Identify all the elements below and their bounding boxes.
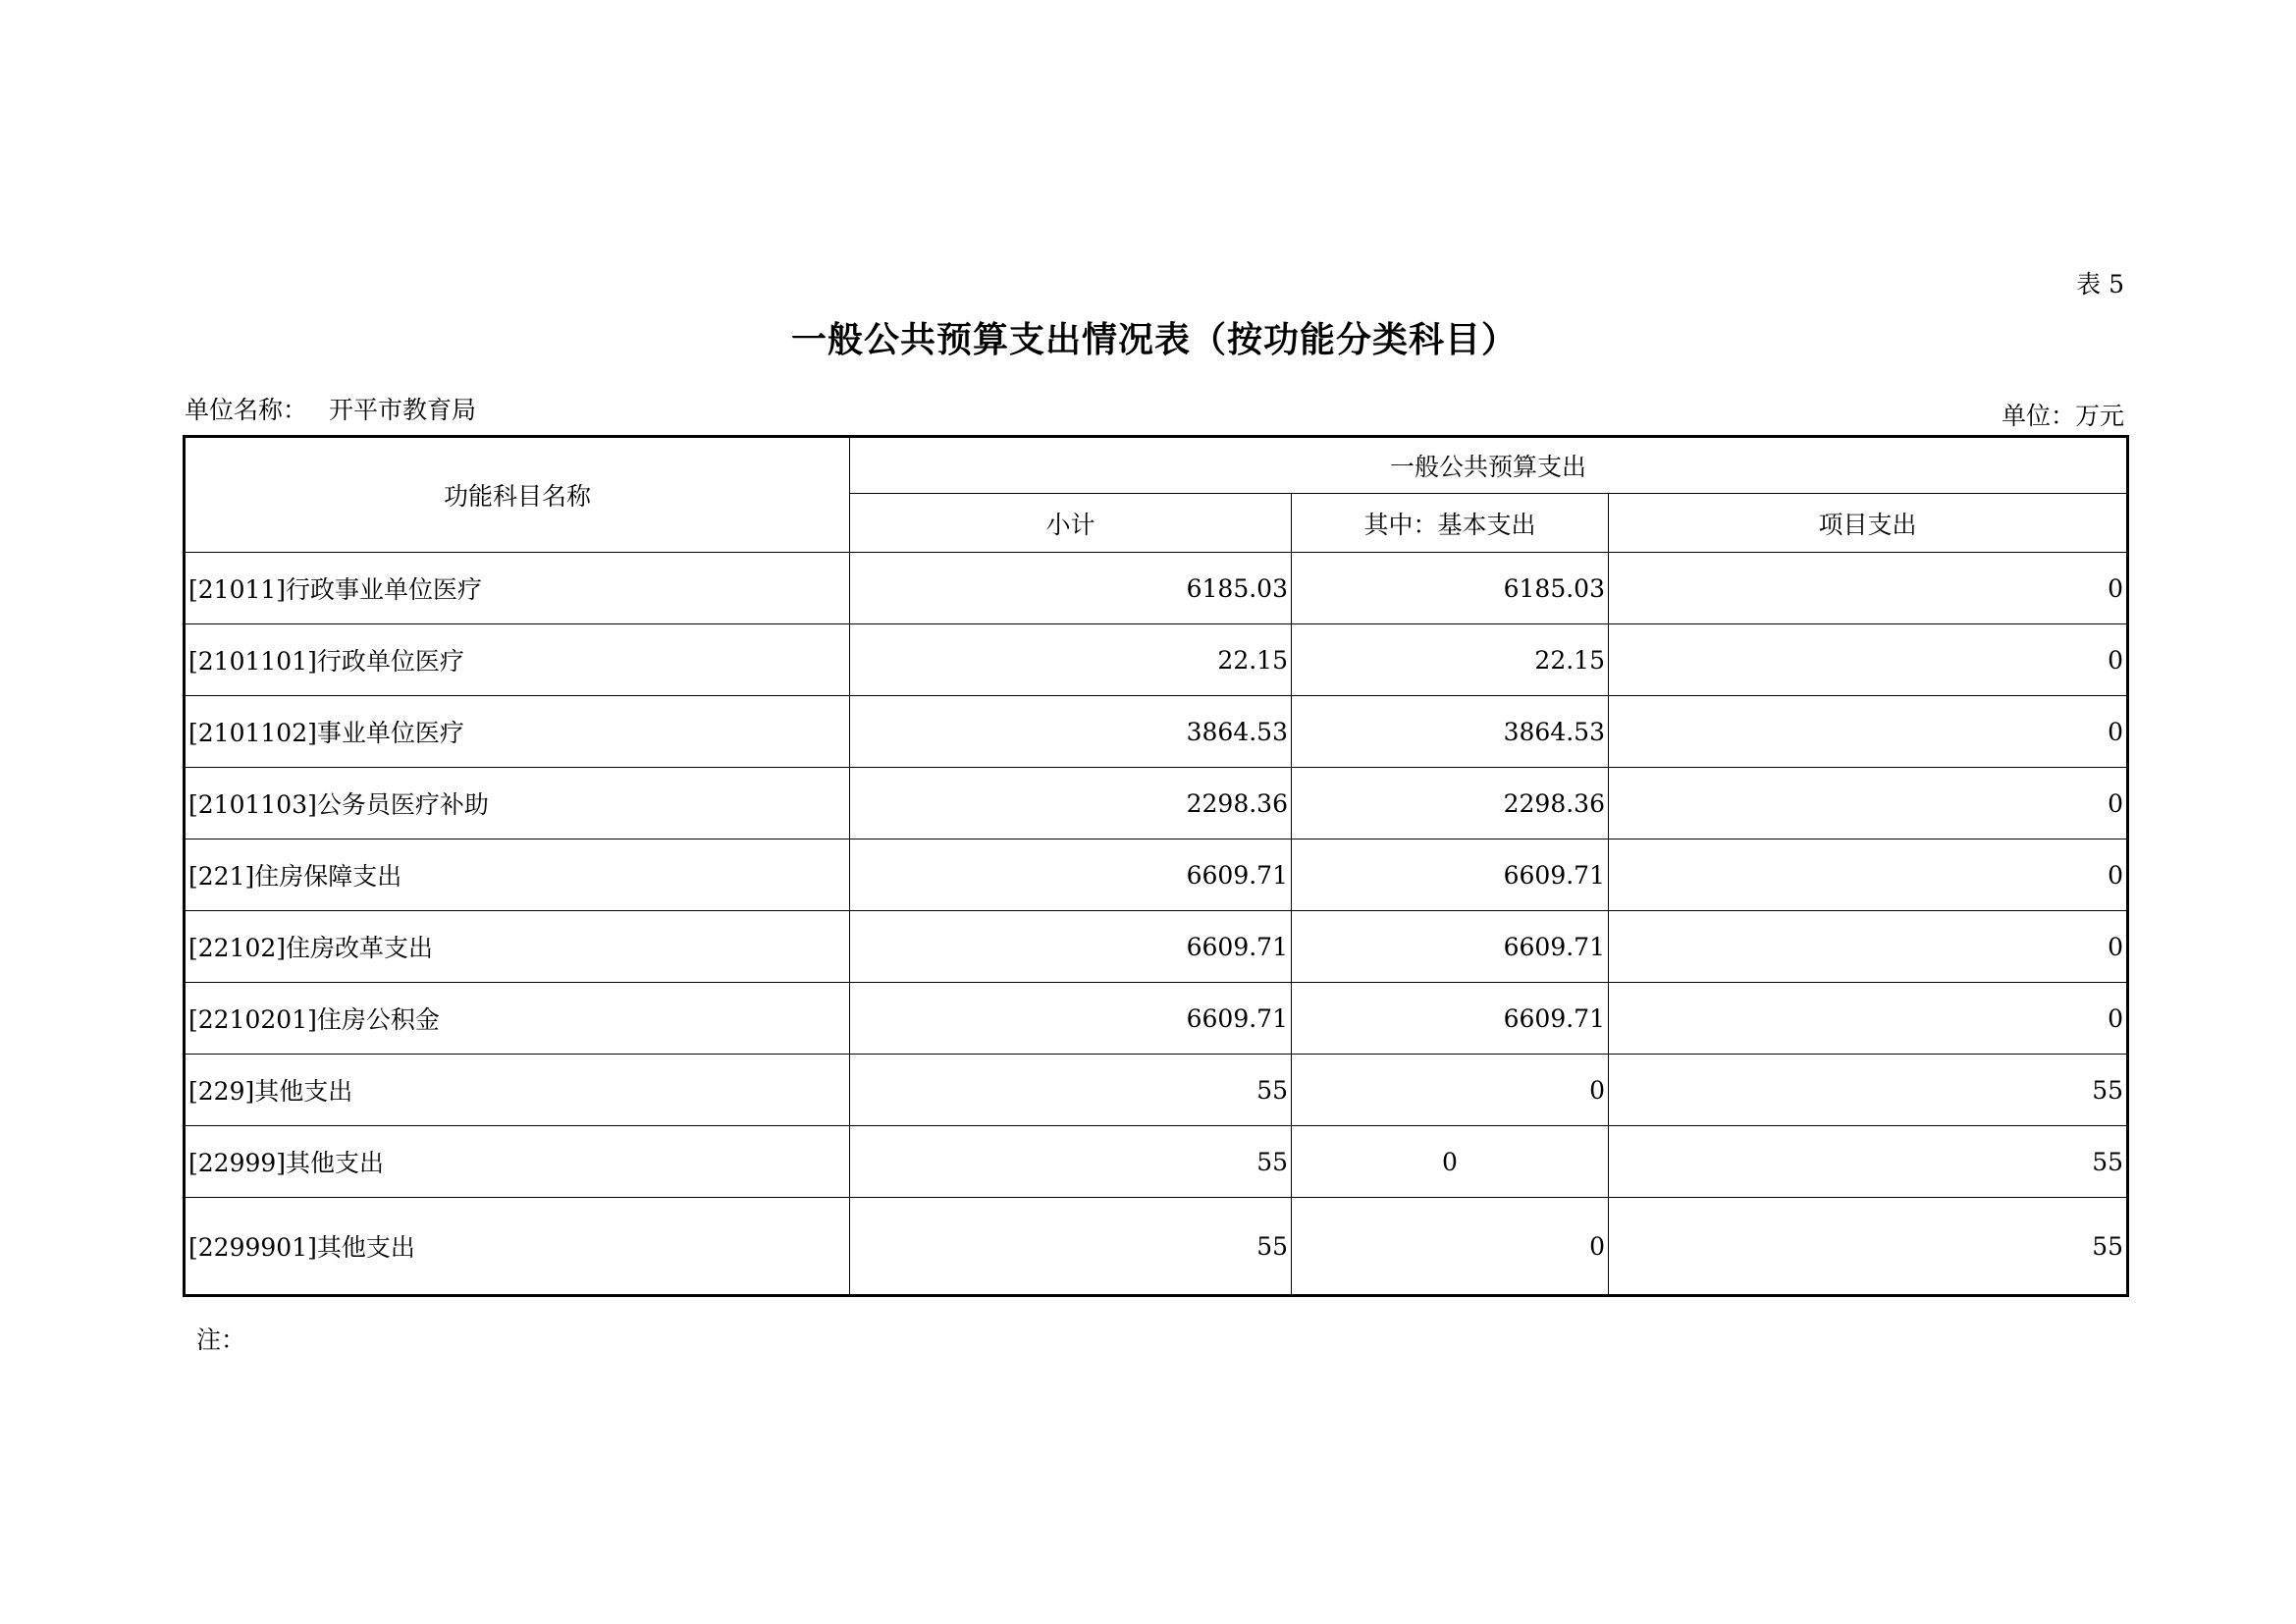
row-name: [2101101]行政单位医疗 xyxy=(185,624,850,696)
row-subtotal: 3864.53 xyxy=(850,696,1292,768)
table-row xyxy=(185,983,2128,1055)
row-subtotal: 6185.03 xyxy=(850,553,1292,624)
row-basic: 6185.03 xyxy=(1292,553,1609,624)
row-name: [2299901]其他支出 xyxy=(185,1198,850,1296)
unit-name-label: 单位名称： xyxy=(185,396,308,424)
row-project: 0 xyxy=(1609,983,2128,1055)
row-name: [2210201]住房公积金 xyxy=(185,983,850,1055)
row-name: [22999]其他支出 xyxy=(185,1126,850,1198)
row-name: [2101102]事业单位医疗 xyxy=(185,696,850,768)
row-name: [2101103]公务员医疗补助 xyxy=(185,768,850,839)
table-row xyxy=(185,1126,2128,1198)
row-subtotal: 2298.36 xyxy=(850,768,1292,839)
table-row xyxy=(185,696,2128,768)
header-subtotal: 小计 xyxy=(850,494,1292,553)
row-basic: 3864.53 xyxy=(1292,696,1609,768)
row-subtotal: 6609.71 xyxy=(850,983,1292,1055)
note-label: 注： xyxy=(196,1326,246,1354)
budget-table xyxy=(183,435,2129,1297)
header-project: 项目支出 xyxy=(1609,494,2128,553)
currency-unit: 单位：万元 xyxy=(2001,402,2124,430)
header-basic: 其中：基本支出 xyxy=(1292,494,1609,553)
row-subtotal: 55 xyxy=(850,1198,1292,1296)
header-group: 一般公共预算支出 xyxy=(850,437,2128,494)
table-row xyxy=(185,911,2128,983)
row-name: [229]其他支出 xyxy=(185,1055,850,1126)
row-name: [22102]住房改革支出 xyxy=(185,911,850,983)
row-subtotal: 6609.71 xyxy=(850,911,1292,983)
row-basic: 0 xyxy=(1292,1198,1609,1296)
row-basic: 6609.71 xyxy=(1292,983,1609,1055)
table-row xyxy=(185,1198,2128,1296)
row-basic: 6609.71 xyxy=(1292,911,1609,983)
row-project: 55 xyxy=(1609,1055,2128,1126)
table-row xyxy=(185,1055,2128,1126)
row-basic: 6609.71 xyxy=(1292,839,1609,911)
row-subtotal: 22.15 xyxy=(850,624,1292,696)
row-subtotal: 55 xyxy=(850,1126,1292,1198)
row-project: 0 xyxy=(1609,768,2128,839)
row-project: 0 xyxy=(1609,624,2128,696)
row-project: 55 xyxy=(1609,1198,2128,1296)
row-project: 0 xyxy=(1609,911,2128,983)
row-basic: 2298.36 xyxy=(1292,768,1609,839)
row-basic: 0 xyxy=(1292,1055,1609,1126)
table-row xyxy=(185,553,2128,624)
row-basic: 0 xyxy=(1292,1126,1609,1198)
table-row xyxy=(185,839,2128,911)
row-subtotal: 55 xyxy=(850,1055,1292,1126)
row-project: 0 xyxy=(1609,553,2128,624)
table-row xyxy=(185,768,2128,839)
row-name: [21011]行政事业单位医疗 xyxy=(185,553,850,624)
row-project: 55 xyxy=(1609,1126,2128,1198)
row-project: 0 xyxy=(1609,696,2128,768)
row-project: 0 xyxy=(1609,839,2128,911)
row-name: [221]住房保障支出 xyxy=(185,839,850,911)
row-basic: 22.15 xyxy=(1292,624,1609,696)
row-subtotal: 6609.71 xyxy=(850,839,1292,911)
unit-name xyxy=(185,391,476,426)
table-row xyxy=(185,624,2128,696)
page-title: 一般公共预算支出情况表（按功能分类科目） xyxy=(790,319,1518,360)
header-subject: 功能科目名称 xyxy=(185,437,850,553)
table-number: 表 5 xyxy=(2076,270,2124,298)
unit-name-value: 开平市教育局 xyxy=(329,396,477,424)
